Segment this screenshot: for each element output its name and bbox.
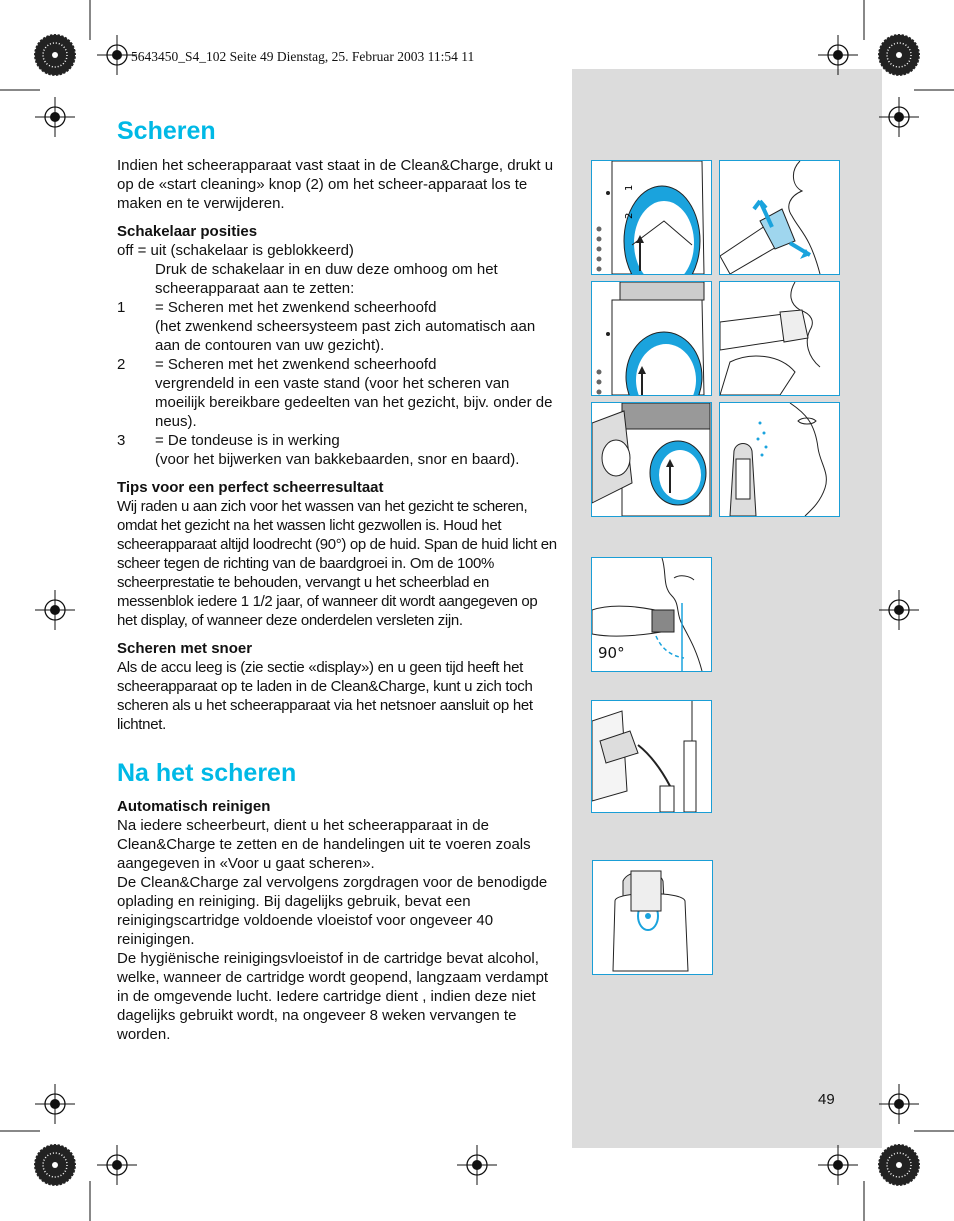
switch-mark-1: 1 xyxy=(624,184,635,191)
text-column xyxy=(117,116,557,1044)
switch-item-2: 2 = Scheren met het zwenkend scheerhoofd vergrendeld in een vaste stand (voor het scheren van moeilijk bereikbare gedeelten van het gezicht, bijv. onder de neus). xyxy=(117,356,553,430)
angle-label: 90° xyxy=(598,644,625,662)
auto-clean-p1: Na iedere scheerbeurt, dient u het scheerapparaat in de Clean&Charge te zetten en de handelingen uit te voeren zoals aangegeven in «Voor u gaat scheren». xyxy=(117,817,531,872)
cord-paragraph: Als de accu leeg is (zie sectie «display») en u geen tijd heeft het scheerapparaat op te laden in de Clean&Charge, kunt u zich toch scheren als u het scheerapparaat via het netsnoer aansluit op het lichtnet. xyxy=(117,659,533,733)
page-number: 49 xyxy=(818,1091,835,1108)
auto-clean-p2: De Clean&Charge zal vervolgens zorgdragen voor de benodigde oplading en reiniging. Bij dagelijks gebruik, bevat een reinigingscartridge voldoende vloeistof voor ongeveer 40 reinigingen. xyxy=(117,874,548,948)
switch-off-desc: Druk de schakelaar in en duw deze omhoog om het scheerapparaat aan te zetten: xyxy=(155,261,498,297)
figure-switch-off xyxy=(591,160,712,275)
switch-off-line: off = uit (schakelaar is geblokkeerd) xyxy=(117,242,354,259)
figure-swivel-head xyxy=(719,160,840,275)
intro-paragraph: Indien het scheerapparaat vast staat in de Clean&Charge, drukt u op de «start cleaning» knop (2) om het scheer-apparaat los te maken en te verwijderen. xyxy=(117,157,554,212)
figure-switch-trimmer xyxy=(591,402,712,517)
cord-heading: Scheren met snoer xyxy=(117,640,253,657)
section-title-na-het-scheren: Na het scheren xyxy=(117,759,297,787)
auto-clean-p3: De hygiënische reinigingsvloeistof in de cartridge bevat alcohol, welke, wanneer de cartridge wordt geopend, langzaam verdampt in de omgevende lucht. Iedere cartridge dient , indien deze niet dagelijks gebruikt wordt, na ongeveer 8 weken vervangen te worden. xyxy=(117,950,549,1043)
figure-corded-shaving xyxy=(591,700,712,813)
switch-heading: Schakelaar posities xyxy=(117,223,258,240)
figure-shave-under-nose xyxy=(719,281,840,396)
figure-trim-sideburns xyxy=(719,402,840,517)
print-slug: 5643450_S4_102 Seite 49 Dienstag, 25. Februar 2003 11:54 11 xyxy=(131,49,475,64)
auto-clean-heading: Automatisch reinigen xyxy=(117,798,271,815)
figure-90-degree xyxy=(591,557,712,672)
switch-item-1: 1 = Scheren met het zwenkend scheerhoofd (het zwenkend scheersysteem past zich automatisch aan aan de contouren van uw gezicht). xyxy=(117,299,536,354)
tips-heading: Tips voor een perfect scheerresultaat xyxy=(117,479,384,496)
figure-clean-charge xyxy=(592,860,713,975)
figure-switch-position-1 xyxy=(591,281,712,396)
tips-paragraph: Wij raden u aan zich voor het wassen van het gezicht te scheren, omdat het gezicht na het wassen licht gezwollen is. Houd het scheerapparaat altijd loodrecht (90°) op de huid. Span de huid licht en scheer tegen de richting van de baardgroei in. Om de 100% scheerprestatie te behouden, vervangt u het scheerblad en messenblok iedere 1 1/2 jaar, of wanneer dit wordt aangegeven op het display, of wanneer deze onderdelen versleten zijn. xyxy=(117,498,557,629)
switch-mark-2: 2 xyxy=(624,212,635,219)
switch-item-3: 3 = De tondeuse is in werking (voor het bijwerken van bakkebaarden, snor en baard). xyxy=(117,432,520,468)
section-title-scheren: Scheren xyxy=(117,117,216,145)
